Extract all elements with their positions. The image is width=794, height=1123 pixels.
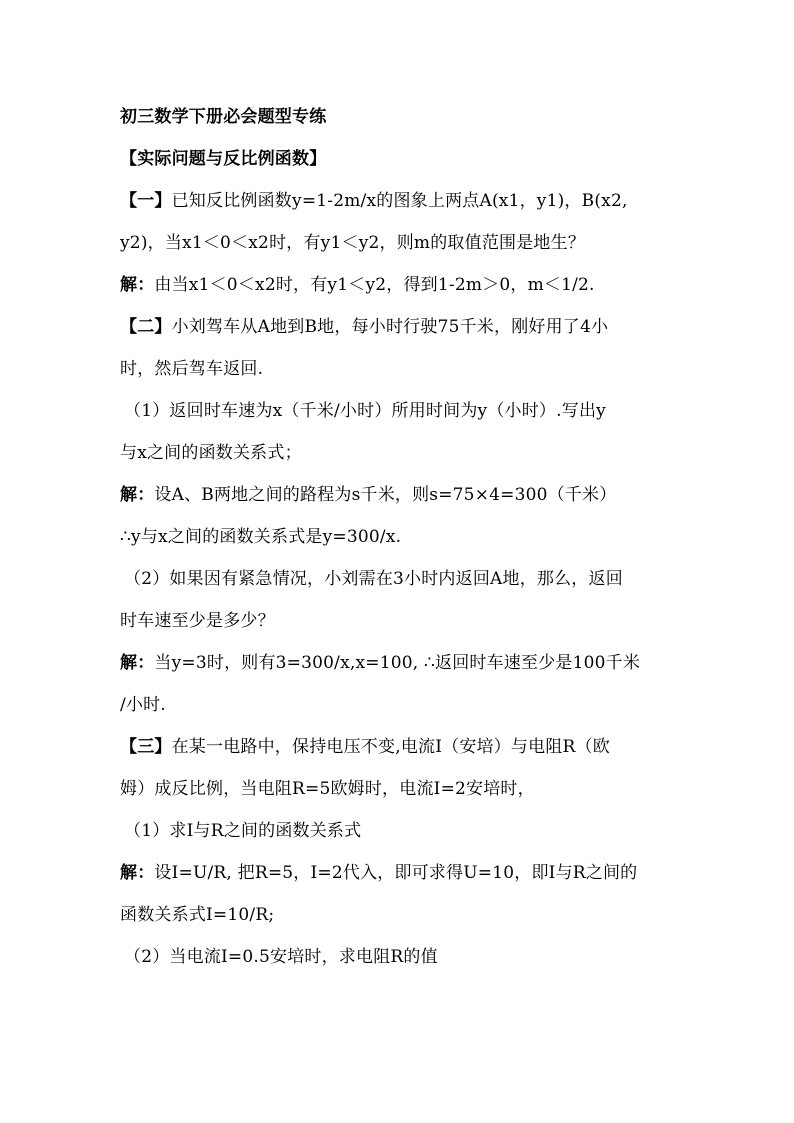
question-2-part-2-line-2: 时车速至少是多少？ <box>120 611 275 631</box>
solution-text: 设I=U/R, 把R=5，I=2代入，即可求得U=10，即I与R之间的 <box>154 863 638 883</box>
solution-text: 设A、B两地之间的路程为s千米，则s=75×4=300（千米） <box>154 485 617 505</box>
solution-label: 解： <box>120 653 155 673</box>
solution-label: 解： <box>120 485 155 505</box>
question-3-part-2: （2）当电流I=0.5安培时，求电阻R的值 <box>124 947 438 967</box>
solution-text: 当y=3时，则有3=300/x,x=100, ∴返回时车速至少是100千米 <box>154 653 641 673</box>
question-3-line-1 <box>120 736 680 758</box>
question-3-line-2: 姆）成反比例，当电阻R=5欧姆时，电流I=2安培时， <box>120 779 535 799</box>
section-heading: 【实际问题与反比例函数】 <box>120 149 327 169</box>
question-2-solution-1 <box>120 484 680 506</box>
question-2-part-2-line-1: （2）如果因有紧急情况，小刘需在3小时内返回A地，那么，返回 <box>124 569 623 589</box>
question-2-text: 小刘驾车从A地到B地，每小时行驶75千米，刚好用了4小 <box>171 317 609 337</box>
question-2-part-1-line-2: 与x之间的函数关系式； <box>120 443 302 463</box>
question-3-tag: 【三】 <box>120 737 172 757</box>
solution-label: 解： <box>120 275 155 295</box>
question-3-solution-1-line-2: 函数关系式I=10/R; <box>120 905 275 925</box>
question-2-solution-2 <box>120 652 680 674</box>
solution-text: 由当x1＜0＜x2时，有y1＜y2，得到1-2m＞0，m＜1/2. <box>154 275 595 295</box>
question-2-line-1 <box>120 316 680 338</box>
question-2-part-1-line-1: （1）返回时车速为x（千米/小时）所用时间为y（小时）.写出y <box>124 401 606 421</box>
question-2-solution-1-line-2: ∴y与x之间的函数关系式是y=300/x. <box>120 527 402 547</box>
question-1-solution <box>120 274 680 296</box>
question-3-solution-1 <box>120 862 680 884</box>
question-1-tag: 【一】 <box>120 191 172 211</box>
question-2-tag: 【二】 <box>120 317 172 337</box>
question-1-text: 已知反比例函数y=1-2m/x的图象上两点A(x1，y1)，B(x2, <box>171 191 628 211</box>
document-title: 初三数学下册必会题型专练 <box>120 107 327 127</box>
question-2-line-2: 时，然后驾车返回. <box>120 359 264 379</box>
question-3-part-1: （1）求I与R之间的函数关系式 <box>124 821 362 841</box>
question-3-text: 在某一电路中，保持电压不变,电流I（安培）与电阻R（欧 <box>171 737 610 757</box>
solution-label: 解： <box>120 863 155 883</box>
question-2-solution-2-line-2: /小时. <box>120 695 166 715</box>
question-1-line-2: y2)，当x1＜0＜x2时，有y1＜y2，则m的取值范围是地生？ <box>120 233 586 253</box>
question-1-line-1 <box>120 190 680 212</box>
